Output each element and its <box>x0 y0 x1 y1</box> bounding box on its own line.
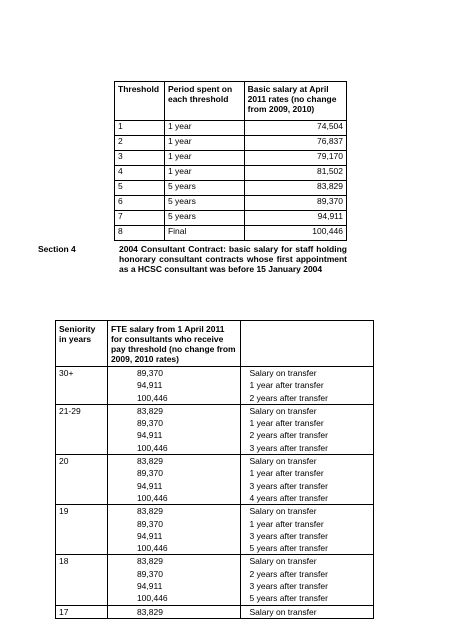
seniority-cell <box>56 542 108 555</box>
table-row <box>56 379 374 391</box>
table-row <box>56 455 374 468</box>
table-row <box>56 480 374 492</box>
seniority-cell: 18 <box>56 555 108 568</box>
salary-cell: 83,829 <box>107 404 240 417</box>
table-row <box>56 530 374 542</box>
table-row <box>56 417 374 429</box>
table-row <box>56 429 374 441</box>
header-blank <box>240 321 373 367</box>
transfer-cell: Salary on transfer <box>240 505 373 518</box>
seniority-cell <box>56 429 108 441</box>
table-row <box>56 580 374 592</box>
salary-cell: 100,446 <box>107 392 240 405</box>
seniority-cell <box>56 580 108 592</box>
seniority-cell <box>56 568 108 580</box>
salary-cell: 100,446 <box>244 226 346 241</box>
table-row <box>56 505 374 518</box>
transfer-cell: 1 year after transfer <box>240 379 373 391</box>
threshold-cell: 7 <box>115 211 165 226</box>
seniority-cell <box>56 492 108 505</box>
transfer-cell: 4 years after transfer <box>240 492 373 505</box>
transfer-cell: 5 years after transfer <box>240 542 373 555</box>
table-row <box>56 568 374 580</box>
section-label: Section 4 <box>38 244 76 254</box>
transfer-cell: 2 years after transfer <box>240 568 373 580</box>
salary-cell: 83,829 <box>107 555 240 568</box>
table-row <box>115 151 347 166</box>
table-row <box>56 492 374 505</box>
period-cell: 1 year <box>164 121 244 136</box>
table-row <box>56 442 374 455</box>
transfer-cell: 5 years after transfer <box>240 592 373 605</box>
transfer-cell: 3 years after transfer <box>240 442 373 455</box>
period-cell: Final <box>164 226 244 241</box>
seniority-table <box>55 320 374 619</box>
section-description: 2004 Consultant Contract: basic salary for staff holding honorary consultant contracts whose first appointment as a HCSC consultant was before 15 January 2004 <box>119 244 347 274</box>
transfer-cell: 1 year after transfer <box>240 467 373 479</box>
transfer-cell: 2 years after transfer <box>240 429 373 441</box>
header-threshold: Threshold <box>115 82 165 121</box>
salary-cell: 94,911 <box>107 429 240 441</box>
table-row <box>115 211 347 226</box>
seniority-cell: 30+ <box>56 367 108 380</box>
seniority-cell: 21-29 <box>56 404 108 417</box>
transfer-cell: Salary on transfer <box>240 404 373 417</box>
period-cell: 5 years <box>164 211 244 226</box>
transfer-cell: Salary on transfer <box>240 455 373 468</box>
salary-cell: 74,504 <box>244 121 346 136</box>
salary-cell: 89,370 <box>107 467 240 479</box>
threshold-table <box>114 81 347 241</box>
period-cell: 1 year <box>164 151 244 166</box>
period-cell: 1 year <box>164 136 244 151</box>
salary-cell: 79,170 <box>244 151 346 166</box>
salary-cell: 89,370 <box>107 518 240 530</box>
salary-cell: 83,829 <box>107 505 240 518</box>
salary-cell: 81,502 <box>244 166 346 181</box>
transfer-cell: 3 years after transfer <box>240 530 373 542</box>
salary-cell: 89,370 <box>107 568 240 580</box>
threshold-header-row <box>115 82 347 121</box>
salary-cell: 94,911 <box>107 480 240 492</box>
table-row <box>56 542 374 555</box>
table-row <box>115 181 347 196</box>
table-row <box>56 605 374 618</box>
seniority-cell <box>56 392 108 405</box>
seniority-cell <box>56 530 108 542</box>
salary-cell: 100,446 <box>107 492 240 505</box>
salary-cell: 89,370 <box>244 196 346 211</box>
salary-cell: 94,911 <box>107 379 240 391</box>
table-row <box>115 121 347 136</box>
salary-cell: 83,829 <box>107 455 240 468</box>
seniority-header-row <box>56 321 374 367</box>
table-row <box>56 592 374 605</box>
period-cell: 5 years <box>164 181 244 196</box>
table-row <box>115 166 347 181</box>
period-cell: 5 years <box>164 196 244 211</box>
seniority-cell: 19 <box>56 505 108 518</box>
table-row <box>115 136 347 151</box>
header-basic-salary: Basic salary at April 2011 rates (no change from 2009, 2010) <box>244 82 346 121</box>
threshold-cell: 1 <box>115 121 165 136</box>
salary-cell: 83,829 <box>107 605 240 618</box>
transfer-cell: Salary on transfer <box>240 605 373 618</box>
transfer-cell: 1 year after transfer <box>240 417 373 429</box>
salary-cell: 100,446 <box>107 542 240 555</box>
threshold-cell: 8 <box>115 226 165 241</box>
transfer-cell: Salary on transfer <box>240 555 373 568</box>
seniority-cell: 20 <box>56 455 108 468</box>
salary-cell: 89,370 <box>107 417 240 429</box>
transfer-cell: 2 years after transfer <box>240 392 373 405</box>
threshold-cell: 3 <box>115 151 165 166</box>
table-row <box>56 467 374 479</box>
salary-cell: 76,837 <box>244 136 346 151</box>
table-row <box>56 404 374 417</box>
seniority-cell <box>56 480 108 492</box>
table-row <box>115 226 347 241</box>
header-seniority: Seniority in years <box>56 321 108 367</box>
seniority-cell <box>56 592 108 605</box>
seniority-cell <box>56 467 108 479</box>
threshold-cell: 6 <box>115 196 165 211</box>
period-cell: 1 year <box>164 166 244 181</box>
seniority-cell <box>56 417 108 429</box>
seniority-cell: 17 <box>56 605 108 618</box>
header-fte-salary: FTE salary from 1 April 2011 for consultants who receive pay threshold (no change from 2009, 2010 rates) <box>107 321 240 367</box>
transfer-cell: 3 years after transfer <box>240 580 373 592</box>
table-row <box>56 555 374 568</box>
salary-cell: 94,911 <box>244 211 346 226</box>
salary-cell: 94,911 <box>107 580 240 592</box>
salary-cell: 100,446 <box>107 442 240 455</box>
header-period: Period spent on each threshold <box>164 82 244 121</box>
salary-cell: 83,829 <box>244 181 346 196</box>
table-row <box>56 367 374 380</box>
table-row <box>115 196 347 211</box>
transfer-cell: Salary on transfer <box>240 367 373 380</box>
transfer-cell: 1 year after transfer <box>240 518 373 530</box>
threshold-cell: 2 <box>115 136 165 151</box>
seniority-cell <box>56 442 108 455</box>
table-row <box>56 518 374 530</box>
threshold-cell: 5 <box>115 181 165 196</box>
salary-cell: 100,446 <box>107 592 240 605</box>
salary-cell: 89,370 <box>107 367 240 380</box>
table-row <box>56 392 374 405</box>
transfer-cell: 3 years after transfer <box>240 480 373 492</box>
seniority-cell <box>56 379 108 391</box>
threshold-cell: 4 <box>115 166 165 181</box>
salary-cell: 94,911 <box>107 530 240 542</box>
seniority-cell <box>56 518 108 530</box>
